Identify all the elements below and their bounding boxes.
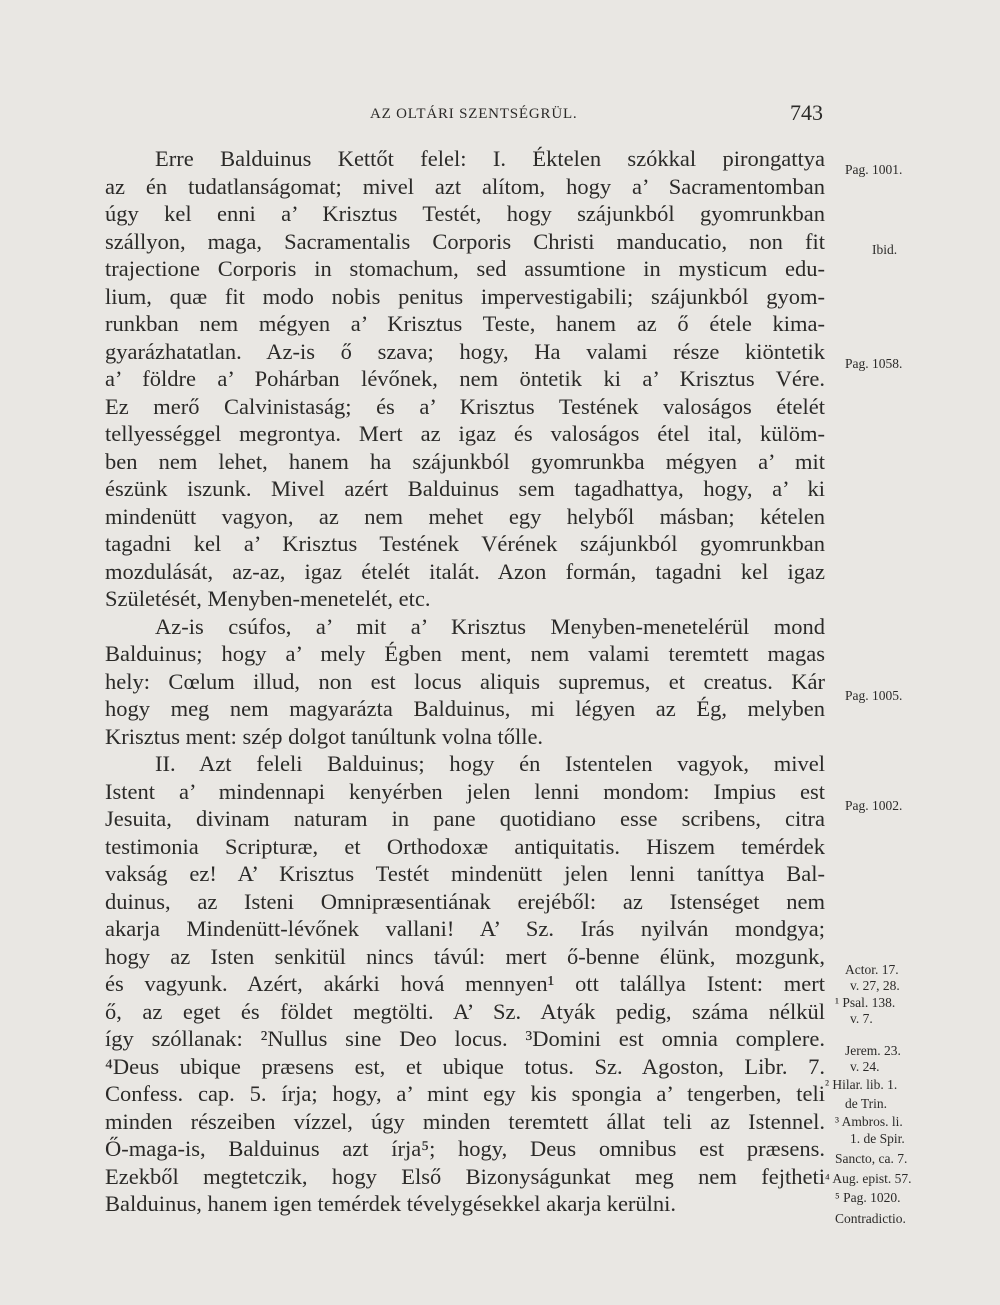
margin-note: Pag. 1005. (845, 688, 903, 703)
margin-note: ³ Ambros. li. (835, 1114, 903, 1129)
margin-note: Pag. 1001. (845, 162, 903, 177)
text-line: duinus, az Isteni Omnipræsentiának erejéből: az Istenséget nem (105, 888, 825, 914)
text-line: tellyességgel megrontya. Mert az igaz és valoságos étel ital, külöm- (105, 421, 825, 446)
text-line: II. Azt feleli Balduinus; hogy én Istentelen vagyok, mivel (155, 751, 825, 776)
margin-note: Actor. 17. (845, 962, 899, 977)
text-line: így szóllanak: ²Nullus sine Deo locus. ³Domini est omnia complere. (105, 1026, 825, 1051)
text-line: Jesuita, divinam naturam in pane quotidiano esse scribens, citra (105, 806, 825, 831)
margin-note: ⁴ Aug. epist. 57. (825, 1171, 912, 1186)
text-line: lium, quæ fit modo nobis penitus impervestigabili; szájunkból gyom- (105, 283, 825, 309)
text-line: a’ földre a’ Pohárban lévőnek, nem öntetik ki a’ Krisztus Vére. (105, 366, 825, 391)
text-line: mindenütt vagyon, az nem mehet egy helyből másban; kételen (105, 503, 825, 529)
page-header (0, 100, 1000, 130)
text-line: hogy meg nem magyarázta Balduinus, mi légyen az Ég, melyben (105, 696, 825, 721)
text-line: szállyon, maga, Sacramentalis Corporis Christi manducatio, non fit (105, 228, 825, 254)
text-line: Ő-maga-is, Balduinus azt írja⁵; hogy, Deus omnibus est præsens. (105, 1136, 825, 1161)
margin-note: Sancto, ca. 7. (835, 1151, 908, 1166)
text-line: észünk iszunk. Mivel azért Balduinus sem tagadhattya, hogy, a’ ki (105, 476, 825, 501)
text-line: és vagyunk. Azért, akárki hová mennyen¹ ott talállya Istent: mert (105, 971, 825, 996)
text-line: vakság ez! A’ Krisztus Testét mindenütt jelen lenni taníttya Bal- (105, 861, 825, 886)
body-text (105, 145, 825, 1218)
text-line: trajectione Corporis in stomachum, sed assumtione in mysticum edu- (105, 256, 825, 281)
text-line: minden részeiben vízzel, úgy minden teremtett állat teli az Istennel. (105, 1108, 825, 1134)
text-line: hely: Cœlum illud, non est locus aliquis supremus, et creatus. Kár (105, 668, 825, 694)
margin-note: Contradictio. (835, 1211, 906, 1226)
margin-note: v. 7. (850, 1011, 873, 1026)
margin-note: Pag. 1002. (845, 798, 903, 813)
margin-note: Pag. 1058. (845, 356, 903, 371)
margin-note: 1. de Spir. (850, 1131, 905, 1146)
margin-note: ⁵ Pag. 1020. (835, 1190, 901, 1205)
margin-note: Jerem. 23. (845, 1043, 901, 1058)
text-line: Balduinus; hogy a’ mely Égben ment, nem valami teremtett magas (105, 641, 825, 666)
margin-note: Ibid. (872, 242, 898, 257)
text-line: Az-is csúfos, a’ mit a’ Krisztus Menyben-menetelérül mond (155, 613, 825, 639)
text-line: Ezekből megtetczik, hogy Első Bizonyságunkat meg nem fejtheti (105, 1163, 825, 1189)
text-line: runkban nem mégyen a’ Krisztus Teste, hanem az ő étele kima- (105, 311, 825, 336)
page-number: 743 (790, 100, 823, 125)
margin-note: de Trin. (845, 1096, 888, 1111)
text-line: úgy kel enni a’ Krisztus Testét, hogy szájunkból gyomrunkban (105, 201, 825, 226)
running-head: AZ OLTÁRI SZENTSÉGRÜL. (370, 106, 578, 122)
text-line: Istent a’ mindennapi kenyérben jelen lenni mondom: Impius est (105, 778, 825, 804)
text-line: Ez merő Calvinistaság; és a’ Krisztus Testének valoságos ételét (105, 393, 825, 419)
margin-note: v. 27, 28. (850, 978, 900, 993)
margin-note: ² Hilar. lib. 1. (825, 1077, 898, 1092)
text-line: ⁴Deus ubique præsens est, et ubique totus. Sz. Agoston, Libr. 7. (105, 1053, 825, 1079)
margin-note: v. 24. (850, 1059, 880, 1074)
text-line: akarja Mindenütt-lévőnek vallani! A’ Sz. Irás nyilván mondgya; (105, 916, 825, 941)
text-line: Balduinus, hanem igen temérdek tévelygésekkel akarja kerülni. (105, 1191, 677, 1216)
margin-note: ¹ Psal. 138. (835, 995, 896, 1010)
text-line: tagadni kel a’ Krisztus Testének Vérének szájunkból gyomrunkban (105, 531, 825, 556)
text-line: mozdulását, az-az, igaz ételét italát. Azon formán, tagadni kel igaz (105, 558, 825, 584)
text-line: gyarázhatatlan. Az-is ő szava; hogy, Ha valami része kiöntetik (105, 338, 825, 364)
text-line: Születését, Menyben-menetelét, etc. (105, 586, 431, 611)
text-line: ő, az eget és földet megtölti. A’ Sz. Atyák pedig, száma nélkül (105, 998, 825, 1024)
text-line: Erre Balduinus Kettőt felel: I. Éktelen szókkal pirongattya (155, 146, 825, 171)
text-line: ben nem lehet, hanem ha szájunkból gyomrunkba mégyen a’ mit (105, 448, 825, 474)
text-line: Confess. cap. 5. írja; hogy, a’ mint egy kis spongia a’ tengerben, teli (105, 1081, 825, 1106)
text-line: hogy az Isten senkitül nincs távúl: mert ő-benne élünk, mozgunk, (105, 943, 825, 969)
text-line: Krisztus ment: szép dolgot tanúltunk volna tőlle. (105, 723, 544, 749)
text-line: testimonia Scripturæ, et Orthodoxæ antiquitatis. Hiszem temérdek (105, 833, 825, 859)
text-line: az én tudatlanságomat; mivel azt alítom, hogy a’ Sacramentomban (105, 173, 825, 199)
